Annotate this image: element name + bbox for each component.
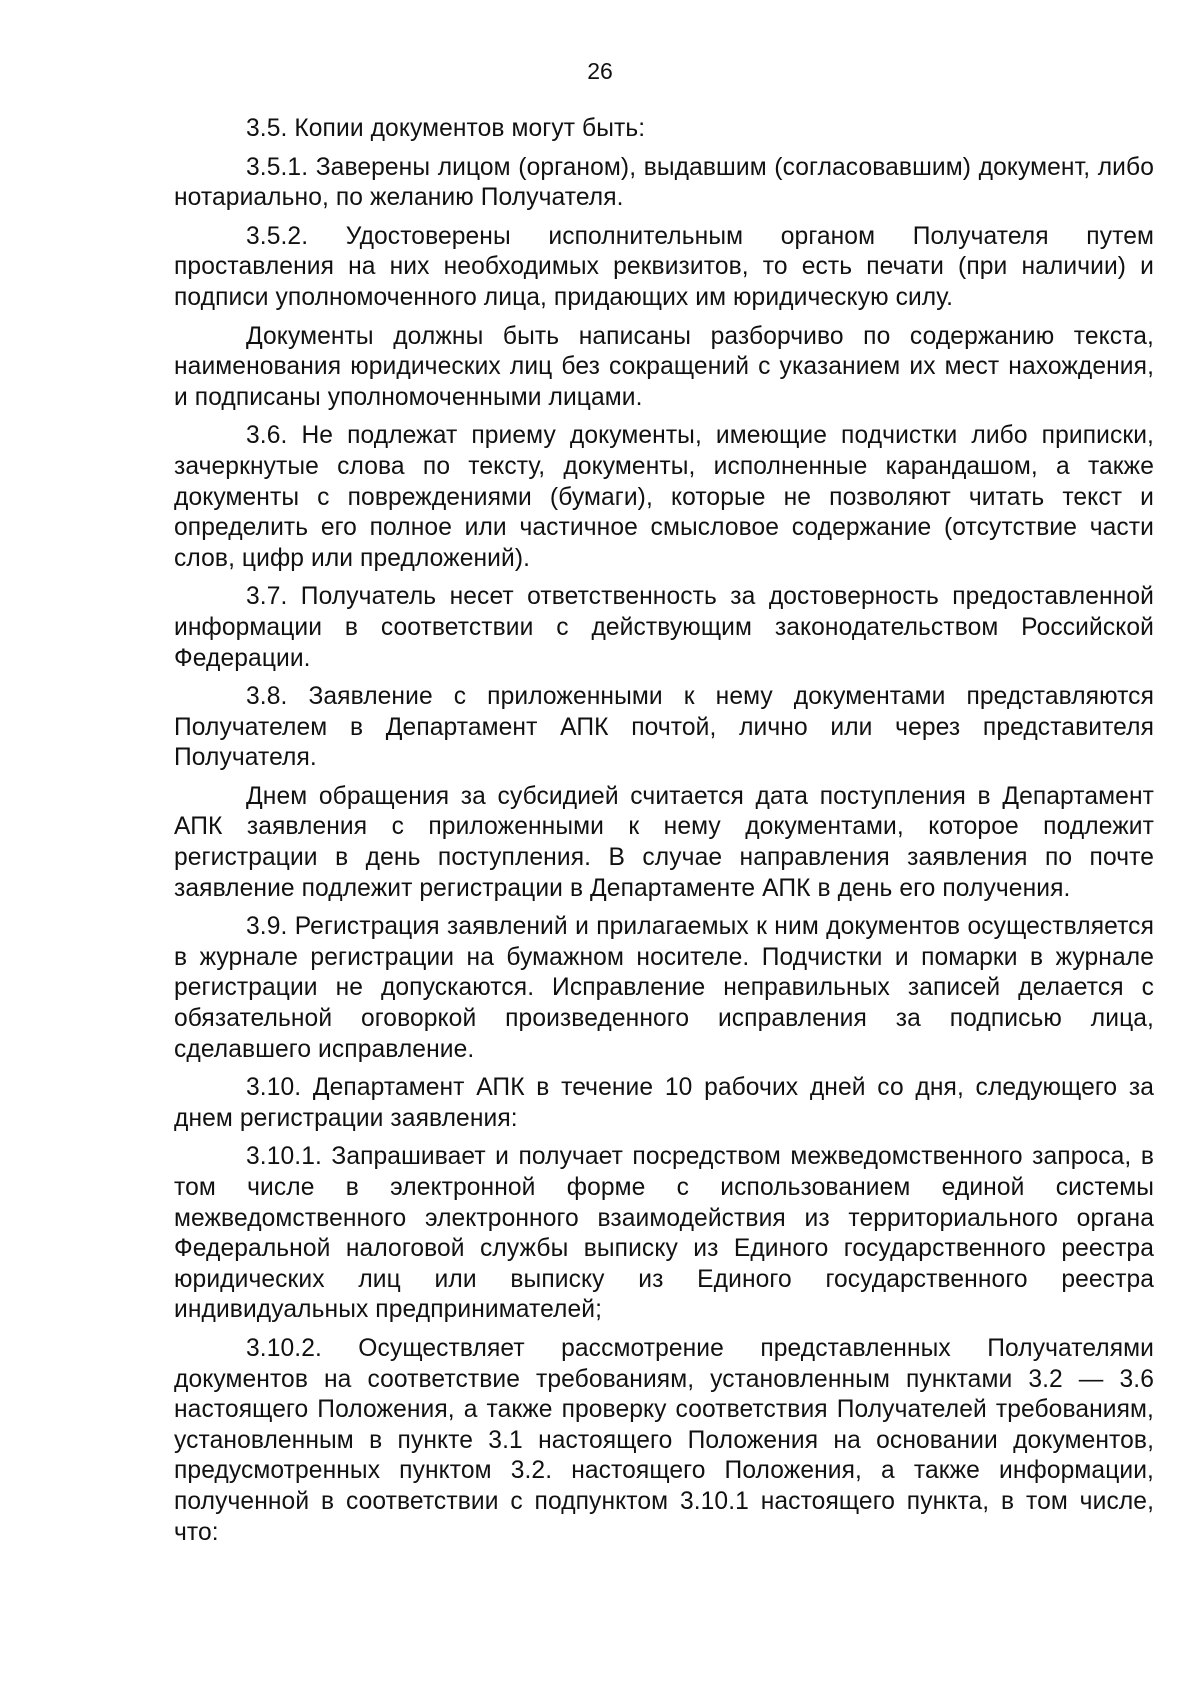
paragraph-3-10: 3.10. Департамент АПК в течение 10 рабочих дней со дня, следующего за днем регистрации заявления: <box>174 1074 1154 1132</box>
paragraph-3-5-2: 3.5.2. Удостоверены исполнительным органом Получателя путем проставления на них необходимых реквизитов, то есть печати (при наличии) и подписи уполномоченного лица, придающих им юридическую силу. <box>174 222 1154 311</box>
paragraph-3-10-2: 3.10.2. Осуществляет рассмотрение представленных Получателями документов на соответствие требованиям, установленным пунктами 3.2 — 3.6 настоящего Положения, а также проверку соответствия Получателей требованиям, установленным в пункте 3.1 настоящего Положения на основании документов, предусмотренных пунктом 3.2. настоящего Положения, а также информации, полученной в соответствии с подпунктом 3.10.1 настоящего пункта, в том числе, что: <box>174 1334 1154 1546</box>
document-body <box>174 114 1154 1556</box>
paragraph-3-5: 3.5. Копии документов могут быть: <box>246 115 646 142</box>
page-number: 26 <box>587 58 613 84</box>
paragraph-3-6: 3.6. Не подлежат приему документы, имеющие подчистки либо приписки, зачеркнутые слова по тексту, документы, исполненные карандашом, а также документы с повреждениями (бумаги), которые не позволяют читать текст и определить его полное или частичное смысловое содержание (отсутствие части слов, цифр или предложений). <box>174 422 1154 572</box>
paragraph-application-date: Днем обращения за субсидией считается дата поступления в Департамент АПК заявления с приложенными к нему документами, которое подлежит регистрации в день поступления. В случае направления заявления по почте заявление подлежит регистрации в Департаменте АПК в день его получения. <box>174 782 1154 902</box>
paragraph-3-5-1: 3.5.1. Заверены лицом (органом), выдавшим (согласовавшим) документ, либо нотариально, по желанию Получателя. <box>174 153 1154 212</box>
paragraph-3-10-1: 3.10.1. Запрашивает и получает посредством межведомственного запроса, в том числе в электронной форме с использованием единой системы межведомственного электронного взаимодействия из территориального органа Федеральной налоговой службы выписку из Единого государственного реестра юридических лиц или выписку из Единого государственного реестра индивидуальных предпринимателей; <box>174 1143 1154 1324</box>
paragraph-documents-requirements: Документы должны быть написаны разборчиво по содержанию текста, наименования юридических лиц без сокращений с указанием их мест нахождения, и подписаны уполномоченными лицами. <box>174 322 1154 411</box>
paragraph-3-9: 3.9. Регистрация заявлений и прилагаемых к ним документов осуществляется в журнале регистрации на бумажном носителе. Подчистки и помарки в журнале регистрации не допускаются. Исправление неправильных записей делается с обязательной оговоркой произведенного исправления за подписью лица, сделавшего исправление. <box>174 913 1154 1063</box>
paragraph-3-8: 3.8. Заявление с приложенными к нему документами представляются Получателем в Департамент АПК почтой, лично или через представителя Получателя. <box>174 683 1154 772</box>
paragraph-3-7: 3.7. Получатель несет ответственность за достоверность предоставленной информации в соответствии с действующим законодательством Российской Федерации. <box>174 583 1154 672</box>
